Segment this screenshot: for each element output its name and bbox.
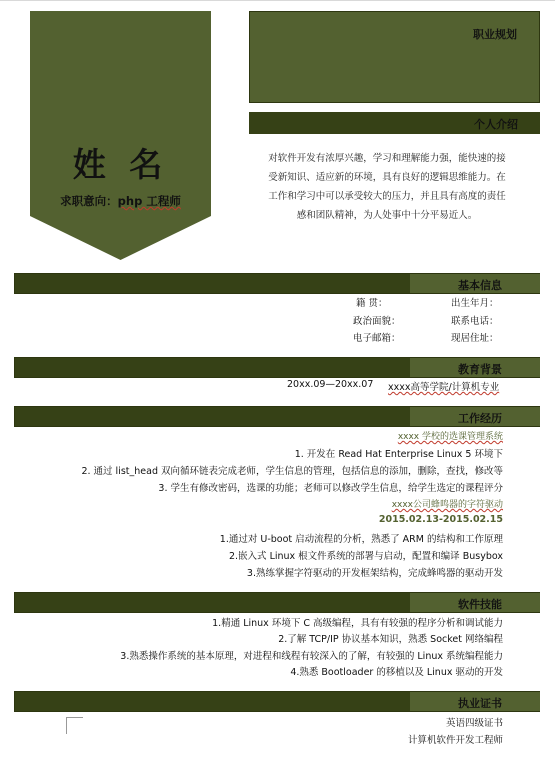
- basic-info-title: 基本信息: [458, 279, 502, 292]
- skill-item: 4.熟悉 Bootloader 的移植以及 Linux 驱动的开发: [290, 667, 503, 678]
- cert-item: 英语四级证书: [445, 718, 503, 729]
- career-plan-title: 职业规划: [473, 28, 517, 41]
- basic-info-bar-left: [14, 273, 410, 294]
- page-corner-mark: [66, 717, 83, 734]
- shield-shape: [30, 11, 211, 260]
- career-plan-block: [249, 11, 540, 103]
- skills-bar-left: [14, 592, 410, 613]
- profile-line: 工作和学习中可以承受较大的压力，并且具有高度的责任: [268, 191, 506, 202]
- profile-bar: [249, 112, 540, 134]
- education-school-text: xxxx高等学院/计算机专业: [388, 382, 500, 393]
- phone-label: 联系电话：: [451, 316, 499, 327]
- person-name: 姓 名: [72, 145, 169, 184]
- job-intent: [30, 193, 211, 209]
- work-bar-left: [14, 406, 410, 427]
- profile-line: 受新知识、适应新的环境，具有良好的逻辑思维能力。在: [268, 172, 506, 183]
- certs-bar: [410, 691, 540, 712]
- project2-item: 3.熟练掌握字符驱动的开发框架结构，完成蜂鸣器的驱动开发: [246, 568, 503, 579]
- project1-name-text: xxxx 学校的选课管理系统: [397, 432, 503, 442]
- job-intent-label: 求职意向：: [60, 194, 118, 208]
- skills-bar: [410, 592, 540, 613]
- education-school: [388, 379, 499, 393]
- native-place-label: 籍 贯：: [356, 298, 388, 309]
- job-intent-value: php 工程师: [117, 194, 181, 208]
- education-bar: [410, 357, 540, 378]
- project2-name: [392, 497, 503, 510]
- skill-item: 1.精通 Linux 环境下 C 高级编程，具有有较强的程序分析和调试能力: [212, 618, 503, 629]
- project1-name: [398, 429, 503, 442]
- certs-bar-left: [14, 691, 410, 712]
- work-title: 工作经历: [458, 412, 502, 425]
- project1-item: 2. 通过 list_head 双向循环链表完成老师，学生信息的管理，包括信息的添加，删除，查找，修改等: [81, 466, 503, 477]
- name-banner: [30, 11, 211, 260]
- education-title: 教育背景: [458, 363, 502, 376]
- skill-item: 3.熟悉操作系统的基本原理，对进程和线程有较深入的了解，有较强的 Linux 系统编程能力: [120, 651, 503, 662]
- education-bar-left: [14, 357, 410, 378]
- project2-period: 2015.02.13-2015.02.15: [378, 514, 503, 525]
- work-bar: [410, 406, 540, 427]
- cert-item: 计算机软件开发工程师: [407, 735, 503, 746]
- email-label: 电子邮箱：: [353, 333, 401, 344]
- political-status-label: 政治面貌：: [353, 316, 401, 327]
- skills-title: 软件技能: [458, 598, 502, 611]
- skill-item: 2.了解 TCP/IP 协议基本知识，熟悉 Socket 网络编程: [278, 634, 503, 645]
- profile-line: 对软件开发有浓厚兴趣，学习和理解能力强，能快速的接: [268, 153, 506, 164]
- project1-item: 1. 开发在 Read Hat Enterprise Linux 5 环境下: [294, 449, 503, 460]
- profile-line: 感和团队精神，为人处事中十分平易近人。: [296, 210, 478, 221]
- birth-date-label: 出生年月：: [451, 298, 499, 309]
- profile-title: 个人介绍: [474, 118, 518, 131]
- project2-item: 2.嵌入式 Linux 根文件系统的部署与启动，配置和编译 Busybox: [228, 551, 503, 562]
- address-label: 现居住址：: [451, 333, 499, 344]
- project1-item: 3. 学生有修改密码，选课的功能；老师可以修改学生信息，给学生选定的课程评分: [158, 483, 503, 494]
- profile-text: [252, 149, 522, 225]
- basic-info-bar: [410, 273, 540, 294]
- certs-title: 执业证书: [458, 697, 502, 710]
- project2-item: 1.通过对 U-boot 启动流程的分析，熟悉了 ARM 的结构和工作原理: [219, 534, 503, 545]
- project2-name-text: xxxx公司蜂鸣器的字符驱动: [391, 500, 503, 510]
- education-period: 20xx.09—20xx.07: [287, 379, 374, 390]
